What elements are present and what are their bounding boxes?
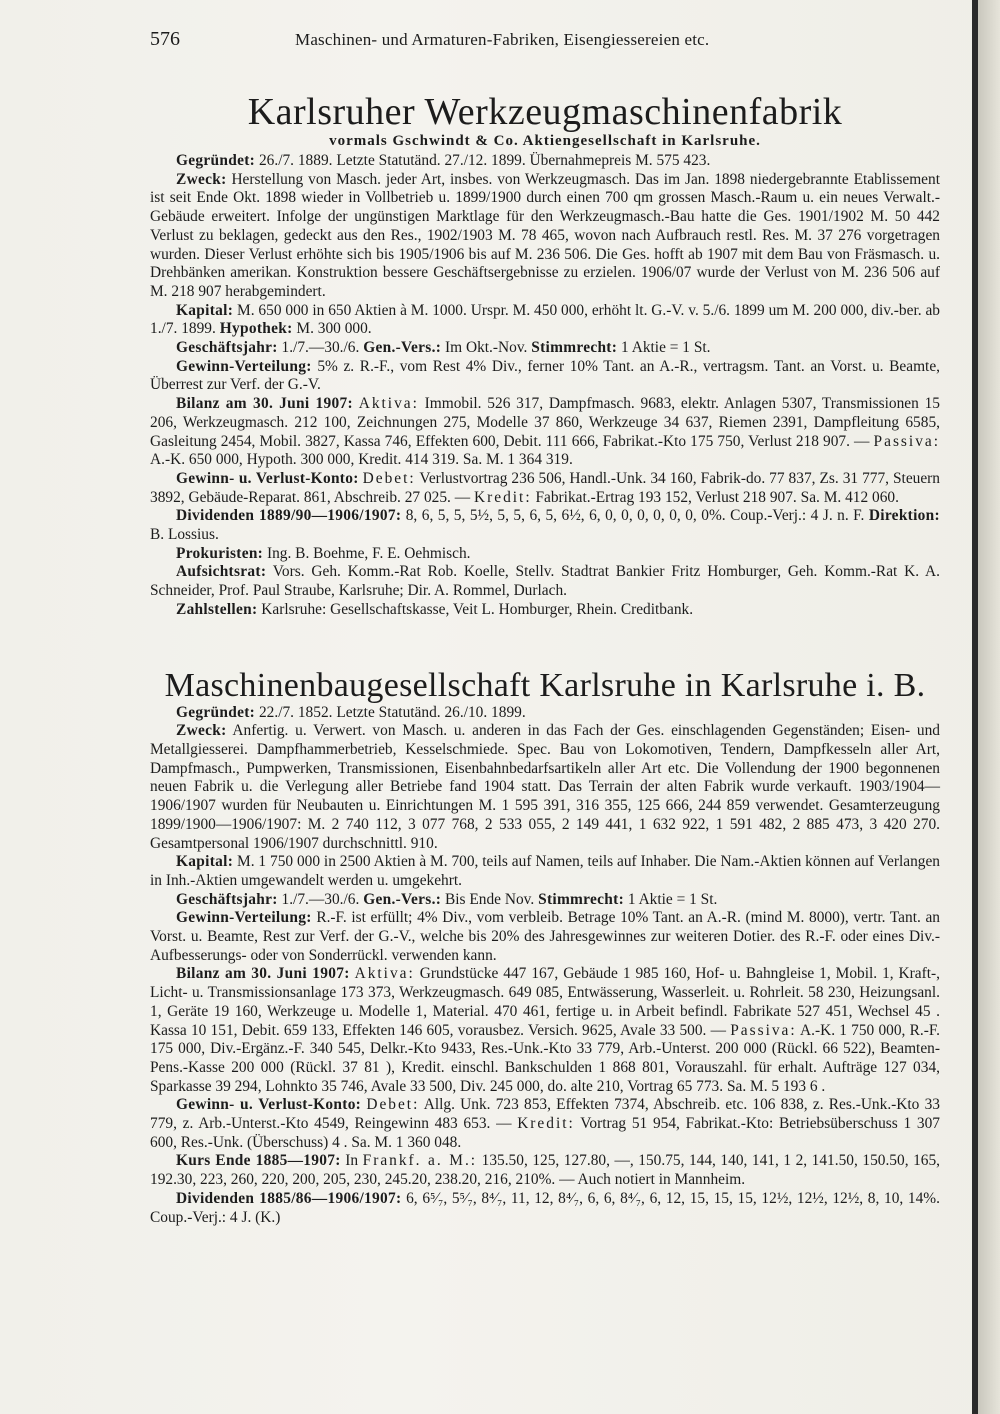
label-gewinn-verteilung: Gewinn-Verteilung: bbox=[176, 357, 312, 375]
text-kredit: Fabrikat.-Ertrag 193 152, Verlust 218 907. Sa. M. 412 060. bbox=[535, 488, 899, 506]
label-gv-konto: Gewinn- u. Verlust-Konto: bbox=[176, 1096, 362, 1114]
label-geschaeftsjahr: Geschäftsjahr: bbox=[176, 339, 278, 357]
label-gv-konto: Gewinn- u. Verlust-Konto: bbox=[176, 469, 359, 487]
label-kredit: Kredit: bbox=[474, 488, 532, 506]
entry-zweck-2 bbox=[150, 722, 940, 853]
text-prokuristen: Ing. B. Boehme, F. E. Oehmisch. bbox=[266, 544, 471, 562]
text-geschaeftsjahr: 1./7.—30./6. bbox=[281, 890, 360, 908]
company-title-2: Maschinenbaugesellschaft Karlsruhe in Karlsruhe i. B. bbox=[164, 666, 926, 704]
entry-kapital-1 bbox=[150, 302, 940, 339]
text-passiva: A.-K. 1 750 000, R.-F. 175 000, Div.-Ergänz.-F. 340 545, Delkr.-Kto 9433, Res.-Unk.-Kto 33 779, Arb.-Unterst. 200 000 (Rückl. 66 522), Beamten-Pens.-Kasse 200 000 (Rückl. 37 81 ), Kredit. einschl. Bankschulden 1 868 801, Vorauszahl. für erhalt. Aufträge 127 034, Sparkasse 39 294, Lohnkto 35 746, Avale 33 500, Div. 245 000, do. alte 210, Vortrag 65 773. Sa. M. 5 193 6 . bbox=[150, 1021, 941, 1095]
entry-gv-konto-1 bbox=[150, 470, 940, 507]
text-zweck: Anfertig. u. Verwert. von Masch. u. anderen in das Fach der Ges. einschlagenden Gegenständen; Eisen- und Metallgiesserei. Dampfhammerbetrieb, Kesselschmiede. Spec. Bau von Lokomotiven, Tendern, Dampfkesseln aller Art, Dampfmasch., Pumpwerken, Transmissionen, Eisenbahnbedarfsartikeln aller Art etc. Die Vollendung der 1900 begonnenen neuen Fabrik u. die Verlegung aller Betriebe fand 1904 statt. Das Terrain der alten Fabrik wurde verkauft. 1903/1904—1906/1907 wurden für Neubauten u. Einrichtungen M. 1 595 391, 316 355, 125 666, 244 859 verwendet. Gesamterzeugung 1899/1900—1906/1907: M. 2 740 112, 3 077 768, 2 533 055, 2 149 441, 1 632 922, 1 591 482, 2 885 473, 3 420 270. Gesamtpersonal 1906/1907 durchschnittl. 910. bbox=[150, 722, 940, 852]
text-debet: Allg. Unk. 723 853, Effekten 7374, Abschreib. etc. 106 838, z. Res.-Unk.-Kto 33 779, z. Arb.-Unterst.-Kto 4549, Reingewinn 483 653. — bbox=[150, 1096, 940, 1133]
label-dividenden: Dividenden 1889/90—1906/1907: bbox=[176, 507, 402, 525]
label-zweck: Zweck: bbox=[176, 170, 227, 188]
label-kurs: Kurs Ende 1885—1907: bbox=[176, 1152, 341, 1170]
label-hypothek: Hypothek: bbox=[219, 320, 293, 338]
entry-bilanz-1 bbox=[150, 395, 940, 470]
text-kapital: M. 650 000 in 650 Aktien à M. 1000. Urspr. M. 450 000, erhöht lt. G.-V. v. 5./6. 1899 um M. 200 000, div.-ber. ab 1./7. 1899. bbox=[150, 301, 940, 338]
label-direktion: Direktion: bbox=[868, 507, 940, 525]
entry-zweck-1 bbox=[150, 171, 940, 302]
text-hypothek: M. 300 000. bbox=[296, 320, 372, 338]
text-kapital: M. 1 750 000 in 2500 Aktien à M. 700, teils auf Namen, teils auf Inhaber. Die Nam.-Aktien können auf Verlangen in Inh.-Aktien umgewandelt werden u. umgekehrt. bbox=[150, 853, 940, 889]
label-gen-vers: Gen.-Vers.: bbox=[363, 339, 442, 357]
label-gegruendet: Gegründet: bbox=[176, 152, 256, 169]
label-kapital: Kapital: bbox=[176, 853, 234, 871]
entry-zahlstellen-1 bbox=[150, 601, 940, 620]
text-passiva: A.-K. 650 000, Hypoth. 300 000, Kredit. 414 319. Sa. M. 1 364 319. bbox=[150, 451, 573, 469]
text-zweck: Herstellung von Masch. jeder Art, insbes. von Werkzeugmasch. Das im Jan. 1898 niedergebrannte Etablissement ist seit Ende Okt. 1898 wieder in Vollbetrieb u. 1899/1900 durch einen 700 qm grossen Masch.-Raum u. ein neues Verwalt.-Gebäude erweitert. Infolge der ungünstigen Marktlage für den Werkzeugmasch.-Bau hatte die Ges. 1901/1902 M. 50 442 Verlust zu beklagen, gedeckt aus den Res., 1902/1903 M. 78 465, wovon nach Aufbrauch restl. Res. M. 37 276 vorgetragen wurden. Dieser Verlust erhöhte sich bis 1905/1906 bis auf M. 236 506. Die Ges. hofft ab 1907 mit dem Bau von Fräsmasch. u. Drehbänken amerikan. Konstruktion bessere Geschäftsergebnisse zu erzielen. 1906/07 wurde der Verlust von M. 236 506 auf M. 218 907 herabgemindert. bbox=[150, 170, 940, 300]
text-gen-vers: Bis Ende Nov. bbox=[445, 890, 535, 908]
text-kurs-place: Frankf. a. M.: bbox=[362, 1152, 478, 1170]
label-bilanz: Bilanz am 30. Juni 1907: bbox=[176, 395, 353, 413]
label-kredit: Kredit: bbox=[517, 1115, 575, 1133]
company-title-1: Karlsruher Werkzeugmaschinenfabrik bbox=[247, 91, 843, 133]
company-subtitle-1: vormals Gschwindt & Co. Aktiengesellschaft in Karlsruhe. bbox=[329, 133, 761, 149]
text-gewinn-verteilung: 5% z. R.-F., vom Rest 4% Div., ferner 10% Tant. an A.-R., vertragsm. Tant. an Vorst. u. Beamte, Überrest zur Verf. der G.-V. bbox=[150, 357, 940, 394]
text-geschaeftsjahr: 1./7.—30./6. bbox=[281, 339, 360, 357]
entry-gewinn-verteilung-1 bbox=[150, 358, 940, 395]
label-gewinn-verteilung: Gewinn-Verteilung: bbox=[176, 909, 312, 927]
label-stimmrecht: Stimmrecht: bbox=[531, 339, 618, 357]
text-gegruendet: 26./7. 1889. Letzte Statutänd. 27./12. 1899. Übernahmepreis M. 575 423. bbox=[258, 152, 711, 169]
page-content bbox=[150, 28, 940, 1227]
label-gegruendet: Gegründet: bbox=[176, 703, 256, 721]
label-bilanz: Bilanz am 30. Juni 1907: bbox=[176, 965, 350, 983]
text-gegruendet: 22./7. 1852. Letzte Statutänd. 26./10. 1899. bbox=[258, 703, 526, 721]
label-debet: Debet: bbox=[362, 469, 416, 487]
text-aufsichtsrat: Vors. Geh. Komm.-Rat Rob. Koelle, Stellv. Stadtrat Bankier Fritz Homburger, Geh. Komm.-Rat K. A. Schneider, Prof. Paul Straube, Karlsruhe; Dir. A. Rommel, Durlach. bbox=[150, 563, 940, 600]
page-number: 576 bbox=[150, 28, 180, 50]
label-zweck: Zweck: bbox=[176, 722, 227, 740]
label-dividenden: Dividenden 1885/86—1906/1907: bbox=[176, 1189, 402, 1207]
text-aktiva: Grundstücke 447 167, Gebäude 1 985 160, Hof- u. Bahngleise 1, Mobil. 1, Kraft-, Licht- u. Transmissionsanlage 173 373, Werkzeugmasch. 649 085, Entwässerung, Wasserleit. u. Rohrleit. 58 230, Heizungsanl. 1, Geräte 19 160, Werkzeuge u. Modelle 1, Material. 470 461, fertige u. in Arbeit befindl. Fabrikate 527 451, Wechsel 45 . Kassa 10 151, Debit. 659 133, Effekten 146 605, vorausbez. Versich. 9625, Avale 33 500. — bbox=[150, 965, 940, 1039]
label-aktiva: Aktiva: bbox=[354, 965, 415, 983]
text-zahlstellen: Karlsruhe: Gesellschaftskasse, Veit L. Homburger, Rhein. Creditbank. bbox=[261, 600, 694, 618]
label-geschaeftsjahr: Geschäftsjahr: bbox=[176, 890, 278, 908]
text-gen-vers: Im Okt.-Nov. bbox=[445, 339, 528, 357]
text-direktion: B. Lossius. bbox=[150, 526, 219, 544]
page-edge-shadow bbox=[972, 0, 978, 1414]
entry-gv-konto-2 bbox=[150, 1096, 940, 1152]
text-aktiva: Immobil. 526 317, Dampfmasch. 9683, elektr. Anlagen 5307, Transmissionen 15 206, Werkzeugmasch. 212 100, Zeichnungen 275, Modelle 37 860, Werkzeuge 34 637, Riemen 2391, Dampfleitung 6585, Gasleitung 2454, Mobil. 3827, Kassa 746, Effekten 600, Debit. 111 666, Fabrikat.-Kto 175 750, Verlust 218 907. — bbox=[150, 395, 940, 450]
text-stimmrecht: 1 Aktie = 1 St. bbox=[627, 890, 718, 908]
label-stimmrecht: Stimmrecht: bbox=[538, 890, 625, 908]
running-head-title: Maschinen- und Armaturen-Fabriken, Eisengiessereien etc. bbox=[295, 30, 710, 49]
entry-aufsichtsrat-1 bbox=[150, 563, 940, 600]
label-aufsichtsrat: Aufsichtsrat: bbox=[176, 563, 267, 581]
entry-geschaeftsjahr-2 bbox=[150, 891, 940, 910]
label-zahlstellen: Zahlstellen: bbox=[176, 600, 258, 618]
text-gewinn-verteilung: R.-F. ist erfüllt; 4% Div., vom verbleib. Betrage 10% Tant. an A.-R. (mind M. 8000), vertr. Tant. an Vorst. u. Beamte, Rest zur Verf. der G.-V., welche bis 20% des Jahresgewinnes zur weiteren Dotier. des R.-F. oder eines Div.-Aufbesserungs- oder von Sonderrückl. verwenden kann. bbox=[150, 909, 940, 964]
entry-geschaeftsjahr-1 bbox=[150, 339, 940, 358]
label-prokuristen: Prokuristen: bbox=[176, 544, 264, 562]
text-debet: Verlustvortrag 236 506, Handl.-Unk. 34 160, Fabrik-do. 77 837, Zs. 31 777, Steuern 3892, Gebäude-Reparat. 861, Abschreib. 27 025. — bbox=[150, 469, 941, 506]
text-stimmrecht: 1 Aktie = 1 St. bbox=[621, 339, 711, 357]
label-kapital: Kapital: bbox=[176, 301, 234, 319]
text-kurs-in: In bbox=[345, 1152, 359, 1170]
text-dividenden: 8, 6, 5, 5, 5½, 5, 5, 6, 5, 6½, 6, 0, 0, 0, 0, 0, 0, 0%. Coup.-Verj.: 4 J. n. F. bbox=[405, 507, 865, 525]
page-gutter bbox=[978, 0, 1000, 1414]
label-passiva: Passiva: bbox=[873, 432, 940, 450]
entry-bilanz-2 bbox=[150, 965, 940, 1096]
running-head bbox=[150, 28, 940, 62]
label-aktiva: Aktiva: bbox=[358, 395, 419, 413]
text-kurs: 135.50, 125, 127.80, —, 150.75, 144, 140, 141, 1 2, 141.50, 150.50, 165, 192.30, 223, 260, 220, 200, 205, 230, 245.20, 238.20, 216, 210%. — Auch notiert in Mannheim. bbox=[150, 1152, 941, 1189]
entry-gegruendet-2 bbox=[150, 704, 940, 723]
entry-kapital-2 bbox=[150, 853, 940, 890]
text-kredit: Vortrag 51 954, Fabrikat.-Kto: Betriebsüberschuss 1 307 600, Res.-Unk. (Überschuss) 4 . Sa. M. 1 360 048. bbox=[150, 1115, 940, 1151]
entry-gegruendet-1 bbox=[150, 152, 940, 171]
text-dividenden: 6, 6⁵⁄₇, 5⁵⁄₇, 8⁴⁄₇, 11, 12, 8⁴⁄₇, 6, 6, 8⁴⁄₇, 6, 12, 15, 15, 15, 12½, 12½, 12½, 8, 10, 14%. Coup.-Verj.: 4 J. (K.) bbox=[150, 1189, 940, 1226]
label-passiva: Passiva: bbox=[730, 1021, 797, 1039]
label-debet: Debet: bbox=[366, 1096, 420, 1114]
entry-gewinn-verteilung-2 bbox=[150, 909, 940, 965]
entry-dividenden-2 bbox=[150, 1190, 940, 1227]
entry-dividenden-1 bbox=[150, 507, 940, 544]
entry-prokuristen-1 bbox=[150, 545, 940, 564]
entry-kurs-2 bbox=[150, 1152, 940, 1189]
label-gen-vers: Gen.-Vers.: bbox=[363, 890, 442, 908]
